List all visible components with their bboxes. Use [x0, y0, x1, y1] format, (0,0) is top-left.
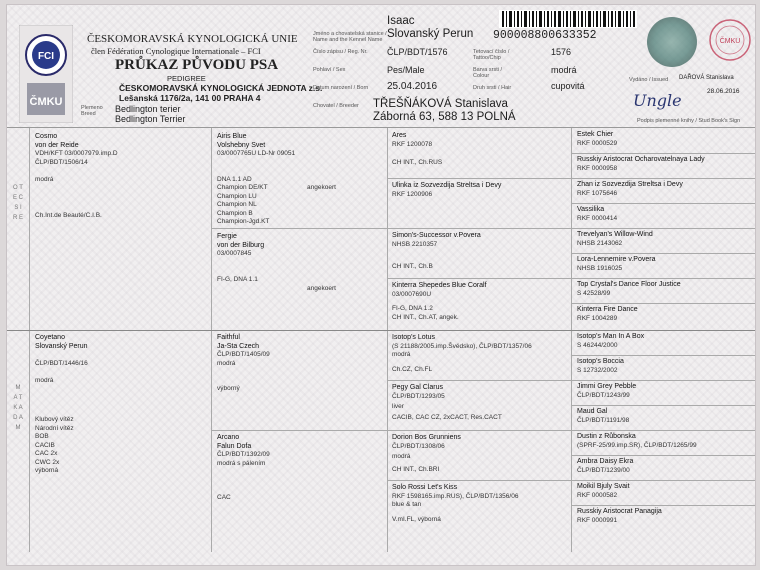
- dsd-line: ČLP/BDT/1293/05: [392, 392, 445, 400]
- dd-cell: [217, 434, 270, 502]
- g4-line: S 46244/2000: [577, 341, 618, 349]
- ds-line: výborný: [217, 385, 240, 392]
- ds-cell: [217, 334, 270, 394]
- dam-line: [35, 368, 88, 377]
- ss-cell: [217, 133, 295, 227]
- born-label: Datum narození / Born: [313, 85, 369, 91]
- dss-line: (S 21188/2005.imp.Švédsko), ČLP/BDT/1357/06: [392, 342, 532, 350]
- ss-line: DNA 1.1 AD: [217, 175, 252, 183]
- dds-line: modrá: [392, 453, 411, 460]
- sd-name2: von der Bilburg: [217, 241, 265, 249]
- dam-name2: Slovanský Perun: [35, 342, 88, 350]
- name-label: Jméno a chovatelská stanice / Name and the Kennel Name: [313, 31, 387, 43]
- ds-name1: Faithful: [217, 334, 240, 341]
- signature: Ungle: [633, 91, 682, 110]
- dam-side-label: M A T K A D A M: [13, 385, 23, 431]
- doc-title: PRŮKAZ PŮVODU PSA: [115, 57, 279, 73]
- g4-name: Dustin z Růbonska: [577, 433, 636, 440]
- ds-line: [217, 377, 270, 386]
- issued-date: 28.06.2016: [707, 88, 740, 95]
- g4-line: S 12732/2002: [577, 366, 618, 374]
- sss-name: Ares: [392, 132, 407, 139]
- g4-line: RKF 1004289: [577, 314, 618, 322]
- sd-cell: [217, 233, 264, 284]
- ss-line: [217, 159, 295, 168]
- sire-line: VDH/KFT 03/0007979.imp.D: [35, 150, 118, 157]
- sds-cell: [392, 232, 481, 272]
- barcode: [499, 10, 637, 28]
- sire-note: Ch.Int.de Beauté/C.I.B.: [35, 212, 102, 219]
- sex: Pes/Male: [387, 65, 425, 75]
- divider-g4-4: [571, 303, 755, 304]
- dds-cell: [392, 434, 461, 474]
- g4-name: Vassilika: [577, 206, 605, 213]
- g4-name: Isotop's Man In A Box: [577, 333, 645, 340]
- g4-line: RKF 0000529: [577, 139, 618, 147]
- dss-line: Ch.CZ, Ch.FL: [392, 365, 433, 373]
- dss-name: Isotop's Lotus: [392, 334, 435, 341]
- dd-line: [217, 485, 270, 494]
- dds-name: Dorion Bos Grunniens: [392, 434, 461, 441]
- g4-name: Zhan iz Sozvezdija Streltsa i Devy: [577, 181, 683, 188]
- breed-cz: Bedlington terier: [115, 104, 181, 114]
- g4-name: Top Crystal's Dance Floor Justice: [577, 281, 681, 288]
- g4-cell-9: [577, 333, 644, 350]
- divider-g4-8: [571, 505, 755, 506]
- dsd-name: Pegy Gal Clarus: [392, 384, 443, 391]
- g4-line: RKF 0000958: [577, 164, 618, 172]
- dsd-line: liver: [392, 403, 404, 410]
- dam-note: BOB: [35, 433, 49, 440]
- dam-note: výborná: [35, 467, 59, 474]
- ssd-line: RKF 1200906: [392, 190, 433, 198]
- sd-line: FI-G, DNA 1.1: [217, 275, 258, 283]
- sd-line: [217, 259, 264, 268]
- sire-name1: Cosmo: [35, 133, 58, 140]
- dd-line: ČLP/BDT/1392/09: [217, 451, 270, 458]
- ss-name2: Volshebny Svet: [217, 141, 266, 149]
- g4-name: Russkiy Aristocrat Panagija: [577, 508, 662, 515]
- g4-name: Jimmi Grey Pebble: [577, 383, 637, 390]
- dam-line: ČLP/BDT/1446/16: [35, 359, 88, 367]
- ss-line: Champion-Jgd.KT: [217, 218, 270, 225]
- dam-cell: [35, 334, 88, 385]
- g4-cell-5: [577, 231, 653, 248]
- g4-cell-15: [577, 483, 630, 500]
- logo-letters: ČMKU: [29, 96, 63, 108]
- colour-label: Barva srsti / Colour: [473, 67, 503, 79]
- sd-tag: angekoert: [307, 285, 336, 292]
- g4-cell-3: [577, 181, 683, 198]
- ss-line: 03/0007765U LD-Nr 09051: [217, 150, 296, 157]
- club-address: Lešanská 1176/2a, 141 00 PRAHA 4: [119, 93, 261, 103]
- dd-line: modrá s pálením: [217, 459, 266, 467]
- g4-line: RKF 0000582: [577, 491, 618, 499]
- sd-name1: Fergie: [217, 233, 237, 240]
- g4-line: NHSB 2143062: [577, 239, 623, 247]
- dds-line: CH INT., Ch.BRI: [392, 465, 440, 473]
- ss-tag: angekoert: [307, 184, 336, 191]
- dog-name-line1: Isaac: [387, 15, 415, 27]
- ddd-line: blue & tan: [392, 501, 422, 508]
- g4-name: Trevelyan's Willow-Wind: [577, 231, 653, 238]
- dam-name1: Coyetano: [35, 334, 65, 341]
- g4-cell-4: [577, 206, 617, 223]
- ss-line: [217, 167, 295, 176]
- g4-cell-7: [577, 281, 681, 298]
- ds-name2: Ja-Sta Czech: [217, 342, 260, 350]
- sdd-name: Kinterra Shepedes Blue Coralf: [392, 282, 487, 289]
- sire-line: ČLP/BDT/1506/14: [35, 158, 88, 166]
- ds-line: [217, 368, 270, 377]
- stamp-text: ČMKU: [719, 38, 741, 45]
- g4-cell-10: [577, 358, 624, 375]
- g4-name: Estek Chier: [577, 131, 614, 138]
- ss-line: Champion B: [217, 209, 253, 217]
- reg-no: ČLP/BDT/1576: [387, 47, 448, 57]
- breed-label-en: Breed: [81, 111, 96, 117]
- g4-line: ČLP/BDT/1239/00: [577, 466, 630, 474]
- g4-name: Lora-Lennemire v.Povera: [577, 256, 656, 263]
- dam-line: [35, 351, 88, 360]
- colour: modrá: [551, 65, 577, 75]
- sire-line: [35, 167, 118, 176]
- dam-line: modrá: [35, 376, 54, 384]
- g4-cell-2: [577, 156, 705, 173]
- ddd-line: RKF 1598165.imp.RUS), ČLP/BDT/1356/06: [392, 492, 519, 500]
- divider-g3-4: [387, 480, 755, 481]
- red-stamp: [707, 15, 753, 65]
- g4-name: Russkiy Aristocrat Ocharovatelnaya Lady: [577, 156, 705, 163]
- dss-line: modrá: [392, 351, 411, 358]
- sire-dam-divider: [7, 330, 755, 331]
- fci-cmku-logo: [19, 25, 73, 123]
- dam-note: CAC 2x: [35, 450, 58, 457]
- g4-name: Kinterra Fire Dance: [577, 306, 638, 313]
- ddd-name: Solo Rossi Let's Kiss: [392, 484, 458, 491]
- sds-line: NHSB 2210357: [392, 240, 438, 248]
- dd-line: [217, 468, 270, 477]
- dd-line: [217, 477, 270, 486]
- sire-name2: von der Reide: [35, 141, 79, 149]
- sdd-line: 03/0007690U: [392, 290, 432, 298]
- breeder-label: Chovatel / Breeder: [313, 103, 359, 109]
- org-name: ČESKOMORAVSKÁ KYNOLOGICKÁ UNIE: [87, 33, 298, 45]
- g4-cell-14: [577, 458, 633, 475]
- dd-name1: Arcano: [217, 434, 240, 441]
- breeder-address: Záborná 63, 588 13 POLNÁ: [373, 111, 516, 123]
- dsd-line: CACIB, CAC CZ, 2xCACT, Res.CACT: [392, 413, 502, 421]
- g4-cell-8: [577, 306, 638, 323]
- ssd-cell: [392, 182, 501, 199]
- pedigree-certificate: [6, 4, 756, 566]
- sss-line: RKF 1200078: [392, 140, 433, 148]
- divider-g4-5: [571, 355, 755, 356]
- ss-line: Champion NL: [217, 201, 257, 208]
- hair: cupovitá: [551, 81, 585, 91]
- g4-cell-16: [577, 508, 662, 525]
- signature-label: Podpis plemenné knihy / Stud Book's Sign: [637, 118, 741, 124]
- dam-note: CACIB: [35, 441, 55, 449]
- g4-line: RKF 0000414: [577, 214, 618, 222]
- hair-label: Druh srsti / Hair: [473, 85, 512, 91]
- g4-line: RKF 1075646: [577, 189, 618, 197]
- sdd-line: FI-G, DNA 1.2: [392, 305, 433, 312]
- sds-line: CH INT., Ch.B: [392, 263, 433, 270]
- tattoo-label: Tetovací číslo / Tattoo/Chip: [473, 49, 510, 61]
- tattoo: 1576: [551, 47, 572, 57]
- sss-cell: [392, 132, 442, 168]
- club-name: ČESKOMORAVSKÁ KYNOLOGICKÁ JEDNOTA z.s.: [119, 83, 323, 93]
- dog-name-line2: Slovanský Perun: [387, 28, 474, 40]
- ss-line: Champion LU: [217, 192, 257, 200]
- divider-g3-1: [387, 178, 755, 179]
- g4-cell-6: [577, 256, 655, 273]
- hologram-stamp: [647, 17, 697, 67]
- dam-note: Národní vítěz: [35, 424, 74, 432]
- divider-g3-2: [387, 278, 755, 279]
- ddd-line: V.mI.FL, výborná: [392, 515, 441, 523]
- ds-line: ČLP/BDT/1405/09: [217, 351, 270, 358]
- divider-g4-1: [571, 153, 755, 154]
- divider-g4-7: [571, 455, 755, 456]
- g4-line: (SPRF-25/99.imp.SR), ČLP/BDT/1265/99: [577, 441, 697, 449]
- divider-g3-3: [387, 380, 755, 381]
- ssd-name: Ulinka iz Sozvezdija Streltsa i Devy: [392, 182, 502, 189]
- sire-side-label: O T E C S I R E: [13, 185, 24, 221]
- issued-label: Vydáno / Issued: [629, 77, 669, 83]
- g4-cell-13: [577, 433, 697, 450]
- pedigree-grid: [7, 127, 755, 552]
- chip-number: 900008800633352: [493, 29, 597, 42]
- g4-name: Isotop's Boccia: [577, 358, 624, 365]
- sss-line: CH INT., Ch.RUS: [392, 159, 443, 166]
- sdd-line: CH INT., Ch.AT, angek.: [392, 313, 459, 321]
- dam-notes: [35, 416, 74, 476]
- sire-line: modrá: [35, 175, 54, 183]
- divider-g4-2: [571, 203, 755, 204]
- divider-g2-sire: [211, 228, 755, 229]
- sire-cell: [35, 133, 118, 184]
- dd-line: CAC: [217, 493, 231, 501]
- g4-cell-12: [577, 408, 629, 425]
- logo-text: FCI: [37, 51, 55, 62]
- g4-cell-11: [577, 383, 636, 400]
- sds-name: Simon's-Successor v.Povera: [392, 232, 481, 239]
- g4-line: RKF 0000991: [577, 516, 618, 524]
- dds-line: ČLP/BDT/1308/06: [392, 442, 445, 450]
- dam-note: Klubový vítěz: [35, 416, 74, 423]
- born: 25.04.2016: [387, 81, 438, 92]
- ss-name1: Airis Blue: [217, 133, 247, 140]
- ss-line: Champion DE/KT: [217, 184, 268, 191]
- g4-name: Moikil Bjuly Svait: [577, 483, 630, 490]
- ds-line: modrá: [217, 359, 236, 367]
- doc-subtitle: PEDIGREE: [167, 74, 206, 83]
- g4-name: Ambra Daisy Ekra: [577, 458, 634, 465]
- breeder-name: TŘEŠŇÁKOVÁ Stanislava: [373, 98, 508, 110]
- g4-line: S 42528/99: [577, 289, 611, 297]
- g4-name: Maud Gal: [577, 408, 608, 415]
- issued-place: DAŘOVÁ Stanislava: [679, 75, 734, 81]
- dam-note: CWC 2x: [35, 458, 60, 466]
- g4-line: ČLP/BDT/1243/99: [577, 391, 630, 399]
- dd-name2: Falun Dofa: [217, 442, 252, 450]
- sd-line: 03/0007845: [217, 250, 252, 257]
- dsd-cell: [392, 384, 502, 422]
- divider-g2-dam: [211, 430, 755, 431]
- g4-line: NHSB 1916025: [577, 264, 623, 272]
- breed-en: Bedlington Terrier: [115, 114, 186, 124]
- org-member: člen Fédération Cynologique Internationale – FCI: [91, 46, 261, 56]
- sex-label: Pohlaví / Sex: [313, 67, 346, 73]
- g4-line: ČLP/BDT/1191/98: [577, 416, 630, 424]
- divider-g4-3: [571, 253, 755, 254]
- breed-label-cz: Plemeno: [81, 105, 103, 111]
- reg-label: Číslo zápisu / Reg. Nr.: [313, 49, 368, 55]
- g4-cell-1: [577, 131, 617, 148]
- divider-g4-6: [571, 405, 755, 406]
- sdd-cell: [392, 282, 487, 322]
- sd-line: [217, 267, 264, 276]
- dss-cell: [392, 334, 532, 374]
- ddd-cell: [392, 484, 518, 524]
